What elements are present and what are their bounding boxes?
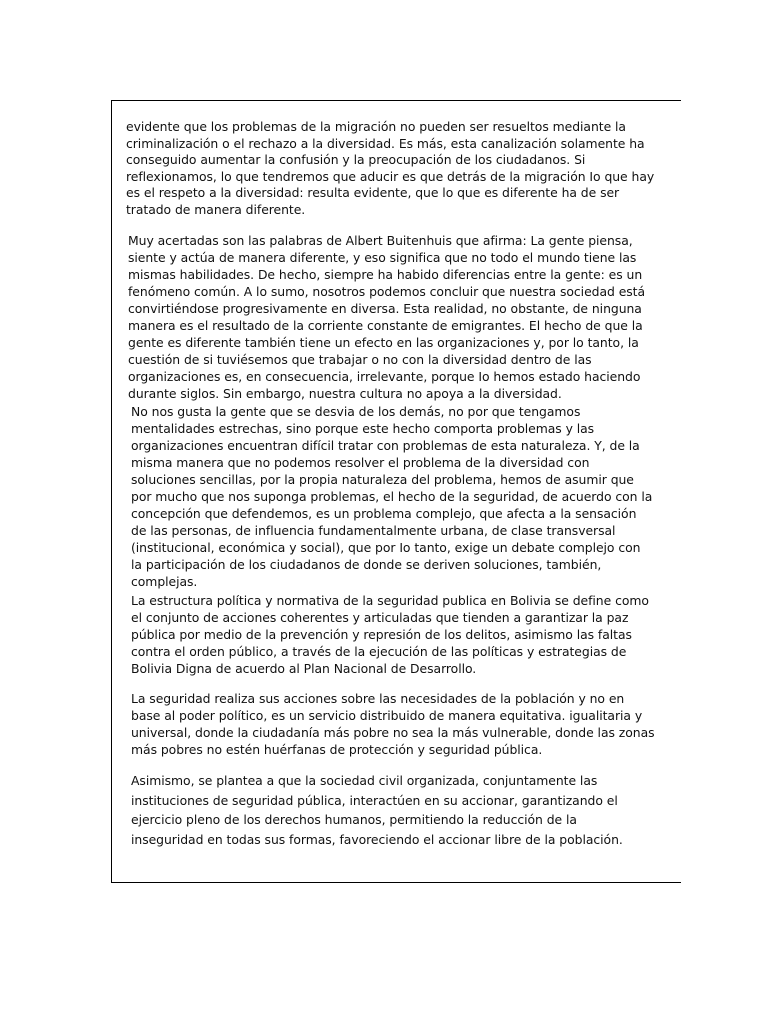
- paragraph-civil-society: Asimismo, se plantea a que la sociedad civil organizada, conjuntamente las instituciones de seguridad pública, interactúen en su accionar, garantizando el ejercicio pleno de los derechos humanos, permitiendo la reducción de la inseguridad en todas sus formas, favoreciendo el accionar libre de la población.: [131, 773, 623, 847]
- paragraph-buitenhuis-quote: Muy acertadas son las palabras de Albert Buitenhuis que afirma: La gente piensa, siente y actúa de manera diferente, y eso significa que no todo el mundo tiene las mismas habilidades. De hecho, siempre ha habido diferencias entre la gente: es un fenómeno común. A lo sumo, nosotros podemos concluir que nuestra sociedad está convirtiéndose progresivamente en diversa. Esta realidad, no obstante, de ninguna manera es el resultado de la corriente constante de emigrantes. El hecho de que la gente es diferente también tiene un efecto en las organizaciones y, por lo tanto, la cuestión de si tuviésemos que trabajar o no con la diversidad dentro de las organizaciones es, en consecuencia, irrelevante, porque Io hemos estado haciendo durante siglos. Sin embargo, nuestra cultura no apoya a la diversidad.: [128, 233, 646, 401]
- paragraph-security-complexity: No nos gusta la gente que se desvia de los demás, no por que tengamos mentalidades estrechas, sino porque este hecho comporta problemas y las organizaciones encuentran difícil tratar con problemas de esta naturaleza. Y, de la misma manera que no podemos resolver el problema de la diversidad con soluciones sencillas, por la propia naturaleza del problema, hemos de asumir que por mucho que nos suponga problemas, el hecho de la seguridad, de acuerdo con la concepción que defendemos, es un problema complejo, que afecta a la sensación de las personas, de influencia fundamentalmente urbana, de clase transversal (institucional, económica y social), que por Io tanto, exige un debate complejo con la participación de los ciudadanos de donde se deriven soluciones, también, complejas.: [131, 404, 653, 589]
- paragraph-bolivia-security-structure: La estructura política y normativa de la seguridad publica en Bolivia se define como el conjunto de acciones coherentes y articuladas que tienden a garantizar la paz pública por medio de la prevención y represión de los delitos, asimismo las faltas contra el orden público, a través de la ejecución de las políticas y estrategias de Bolivia Digna de acuerdo al Plan Nacional de Desarrollo.: [131, 593, 649, 676]
- paragraph-migration-diversity: evidente que los problemas de la migración no pueden ser resueltos mediante la criminalización o el rechazo a la diversidad. Es más, esta canalización solamente ha conseguido aumentar la confusión y la preocupación de los ciudadanos. Si reflexionamos, lo que tendremos que aducir es que detrás de la migración Io que hay es el respeto a la diversidad: resulta evidente, que lo que es diferente ha de ser tratado de manera diferente.: [126, 119, 655, 217]
- paragraph-security-actions: La seguridad realiza sus acciones sobre las necesidades de la población y no en base al poder político, es un servicio distribuido de manera equitativa. igualitaria y universal, donde la ciudadanía más pobre no sea la más vulnerable, donde las zonas más pobres no estén huérfanas de protección y seguridad pública.: [131, 691, 655, 757]
